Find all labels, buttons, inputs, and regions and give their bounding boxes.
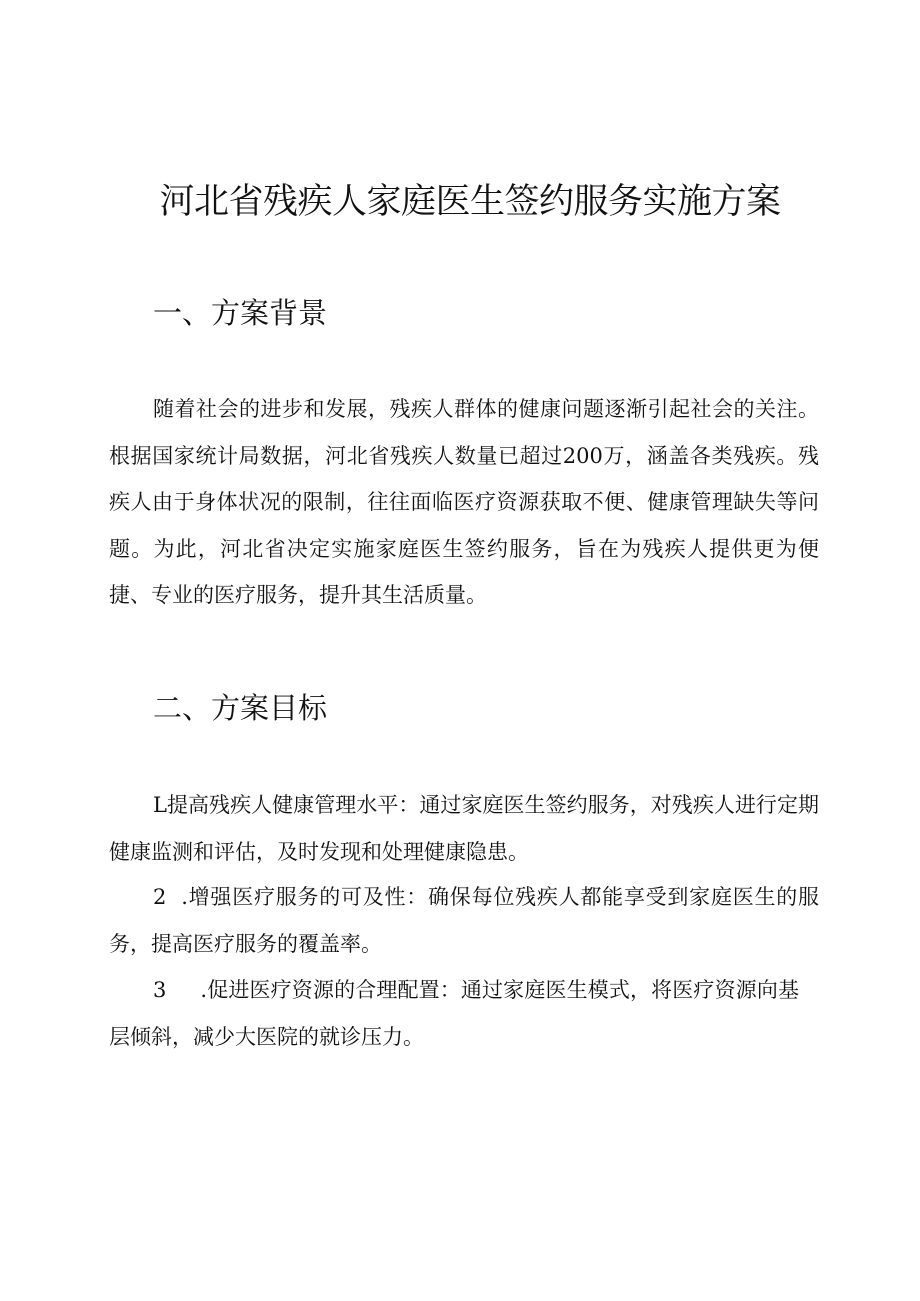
goal-item-3: 3 .促进医疗资源的合理配置：通过家庭医生模式，将医疗资源向基层倾斜，减少大医院的就诊压力。 [109,978,799,1049]
document-title: 河北省残疾人家庭医生签约服务实施方案 [159,182,781,222]
goal-item-2: 2 .增强医疗服务的可及性：确保每位残疾人都能享受到家庭医生的服务，提高医疗服务的覆盖率。 [109,885,819,956]
section-heading-goals: 二、方案目标 [153,691,328,725]
goal-item-1: L提高残疾人健康管理水平：通过家庭医生签约服务，对残疾人进行定期健康监测和评估，及时发现和处理健康隐患。 [109,793,819,864]
section-heading-background: 一、方案背景 [153,296,328,330]
background-paragraph: 随着社会的进步和发展，残疾人群体的健康问题逐渐引起社会的关注。根据国家统计局数据，河北省残疾人数量已超过200万，涵盖各类残疾。残疾人由于身体状况的限制，往往面临医疗资源获取不便、健康管理缺失等问题。为此，河北省决定实施家庭医生签约服务，旨在为残疾人提供更为便捷、专业的医疗服务，提升其生活质量。 [109,397,819,607]
